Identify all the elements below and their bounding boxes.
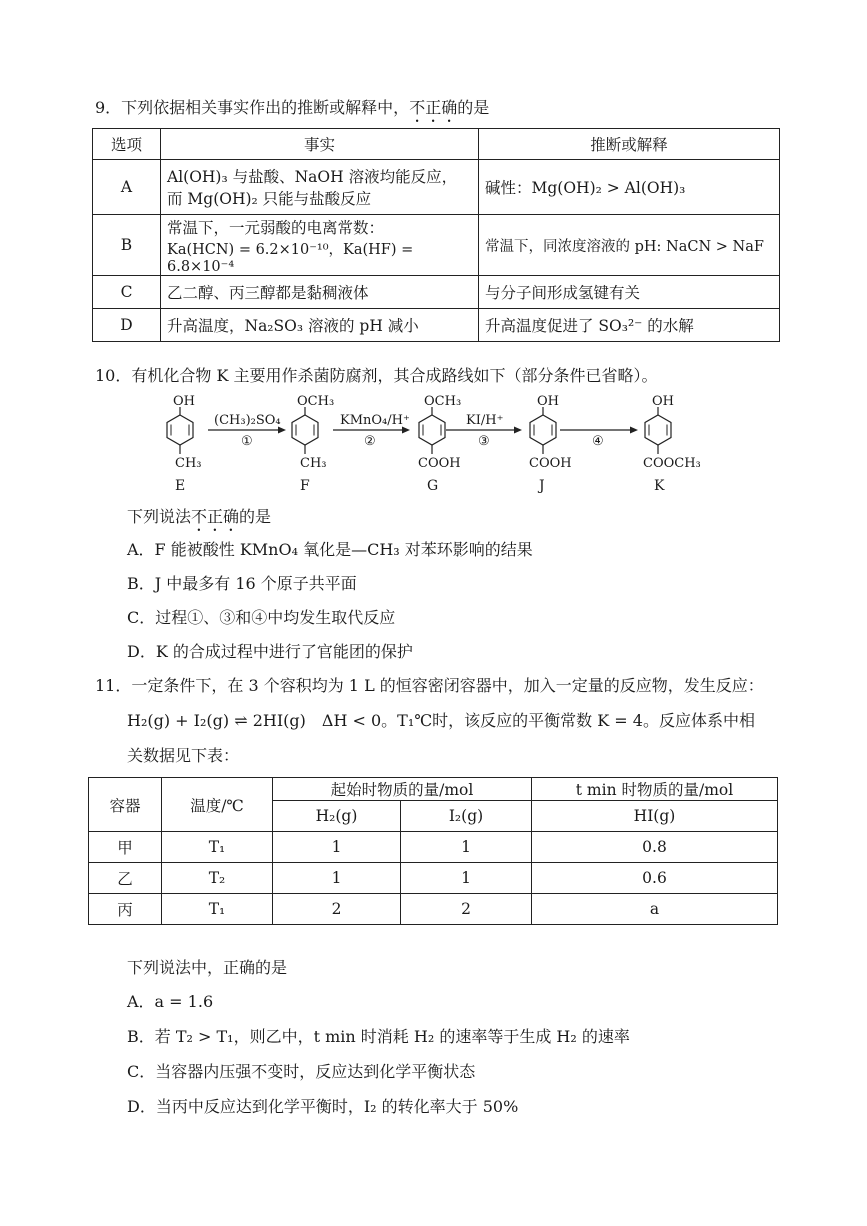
q9-row-d-option: D (93, 309, 161, 342)
q10-stem: 10．有机化合物 K 主要用作杀菌防腐剂，其合成路线如下（部分条件已省略）。 (95, 366, 658, 385)
q9-table (92, 128, 780, 342)
step-4-number: ④ (592, 434, 604, 449)
q10-sub-post: 的是 (239, 507, 272, 526)
compound-j-top-group: OH (537, 394, 559, 409)
compound-f-bottom-group: CH₃ (300, 456, 327, 471)
table-row (89, 894, 778, 925)
q9-header-option: 选项 (93, 129, 161, 160)
q9-header-inference: 推断或解释 (479, 129, 780, 160)
reagent-step-3: KI/H⁺ (466, 413, 504, 428)
ring-e (167, 407, 193, 454)
compound-k-bottom-group: COOCH₃ (643, 456, 701, 471)
q10-sub-emphasis: 不正确 (191, 507, 240, 526)
q11-option-c: C．当容器内压强不变时，反应达到化学平衡状态 (127, 1062, 476, 1081)
q9-row-d-fact: 升高温度，Na₂SO₃ 溶液的 pH 减小 (161, 309, 479, 342)
q11-row2-h2: 1 (273, 863, 401, 894)
reagent-step-1: (CH₃)₂SO₄ (214, 413, 281, 428)
q9-header-fact: 事实 (161, 129, 479, 160)
q9-row-a-fact-line2: 而 Mg(OH)₂ 只能与盐酸反应 (167, 190, 372, 208)
q9-row-c-inference: 与分子间形成氢键有关 (479, 276, 780, 309)
q11-sub-stem: 下列说法中，正确的是 (127, 958, 288, 977)
q11-header-hi: HI(g) (532, 801, 778, 832)
q9-stem-post: 的是 (457, 98, 490, 117)
q10-option-c: C．过程①、③和④中均发生取代反应 (127, 608, 396, 627)
ring-g (419, 407, 445, 454)
q11-header-initial: 起始时物质的量/mol (273, 778, 532, 801)
compound-j-bottom-group: COOH (529, 456, 572, 471)
q11-header-h2: H₂(g) (273, 801, 401, 832)
q9-row-b-inference: 常温下，同浓度溶液的 pH: NaCN > NaF (479, 215, 780, 276)
q9-row-a-inference: 碱性：Mg(OH)₂ > Al(OH)₃ (479, 160, 780, 215)
q9-stem-emphasis: 不正确 (409, 98, 458, 117)
table-row (93, 276, 780, 309)
q11-row3-hi: a (532, 894, 778, 925)
compound-g-top-group: OCH₃ (424, 394, 462, 409)
q11-row1-hi: 0.8 (532, 832, 778, 863)
q10-option-d: D．K 的合成过程中进行了官能团的保护 (127, 642, 413, 661)
q11-option-b: B．若 T₂ > T₁，则乙中，t min 时消耗 H₂ 的速率等于生成 H₂ 的速率 (127, 1027, 630, 1046)
q11-header-tmin: t min 时物质的量/mol (532, 778, 778, 801)
q9-row-c-option: C (93, 276, 161, 309)
ring-k (645, 407, 671, 454)
q9-row-a-fact-line1: Al(OH)₃ 与盐酸、NaOH 溶液均能反应， (167, 168, 458, 186)
q11-row2-hi: 0.6 (532, 863, 778, 894)
q10-option-a: A．F 能被酸性 KMnO₄ 氧化是—CH₃ 对苯环影响的结果 (127, 540, 533, 559)
arrow-step-4 (560, 427, 638, 434)
compound-e-top-group: OH (173, 394, 195, 409)
q9-row-b-fact (161, 215, 479, 276)
q11-row3-h2: 2 (273, 894, 401, 925)
compound-k-top-group: OH (652, 394, 674, 409)
q11-stem-line2: H₂(g) + I₂(g) ⇌ 2HI(g) ΔH < 0。T₁℃时，该反应的平衡常数 K = 4。反应体系中相 (127, 711, 755, 730)
q11-row1-temp: T₁ (162, 832, 273, 863)
q10-sub-pre: 下列说法 (127, 507, 192, 526)
compound-g-label: G (427, 478, 439, 494)
compound-g-bottom-group: COOH (418, 456, 461, 471)
table-row (89, 832, 778, 863)
table-row (93, 160, 780, 215)
step-2-number: ② (364, 434, 376, 449)
q11-header-i2: I₂(g) (401, 801, 532, 832)
table-row (89, 863, 778, 894)
q10-option-b: B．J 中最多有 16 个原子共平面 (127, 574, 357, 593)
compound-e-bottom-group: CH₃ (175, 456, 202, 471)
q11-header-temp: 温度/℃ (162, 778, 273, 832)
q11-table (88, 777, 778, 925)
q11-row2-container: 乙 (89, 863, 162, 894)
q9-row-a-fact (161, 160, 479, 215)
step-3-number: ③ (478, 434, 490, 449)
compound-e-label: E (175, 478, 186, 494)
step-1-number: ① (241, 434, 253, 449)
compound-f-top-group: OCH₃ (297, 394, 335, 409)
table-row (93, 215, 780, 276)
q11-row3-i2: 2 (401, 894, 532, 925)
q11-row2-i2: 1 (401, 863, 532, 894)
q11-stem-line3: 关数据见下表： (127, 746, 240, 765)
q11-option-d: D．当丙中反应达到化学平衡时，I₂ 的转化率大于 50% (127, 1097, 519, 1116)
q9-row-d-inference: 升高温度促进了 SO₃²⁻ 的水解 (479, 309, 780, 342)
ring-j (530, 407, 556, 454)
q11-header-container: 容器 (89, 778, 162, 832)
ring-f (292, 407, 318, 454)
table-row (93, 309, 780, 342)
q9-row-c-fact: 乙二醇、丙三醇都是黏稠液体 (161, 276, 479, 309)
compound-j-label: J (539, 478, 545, 494)
q11-option-a: A．a = 1.6 (127, 992, 214, 1011)
q9-row-a-option: A (93, 160, 161, 215)
q9-row-b-fact-line2: Ka(HCN) = 6.2×10⁻¹⁰，Ka(HF) = 6.8×10⁻⁴ (167, 241, 414, 275)
q11-stem-line1: 11．一定条件下，在 3 个容积均为 1 L 的恒容密闭容器中，加入一定量的反应物，发生反应： (95, 676, 764, 695)
compound-f-label: F (300, 478, 310, 494)
q9-stem (95, 97, 489, 126)
q9-stem-pre: 9．下列依据相关事实作出的推断或解释中， (95, 98, 410, 117)
q10-sub-stem (127, 506, 271, 535)
q11-row1-i2: 1 (401, 832, 532, 863)
q11-row3-temp: T₁ (162, 894, 273, 925)
q11-row1-h2: 1 (273, 832, 401, 863)
q11-row1-container: 甲 (89, 832, 162, 863)
reagent-step-2: KMnO₄/H⁺ (340, 413, 410, 428)
q11-row3-container: 丙 (89, 894, 162, 925)
compound-k-label: K (654, 478, 665, 494)
q9-row-b-option: B (93, 215, 161, 276)
q11-row2-temp: T₂ (162, 863, 273, 894)
q9-row-b-fact-line1: 常温下，一元弱酸的电离常数： (167, 218, 385, 237)
